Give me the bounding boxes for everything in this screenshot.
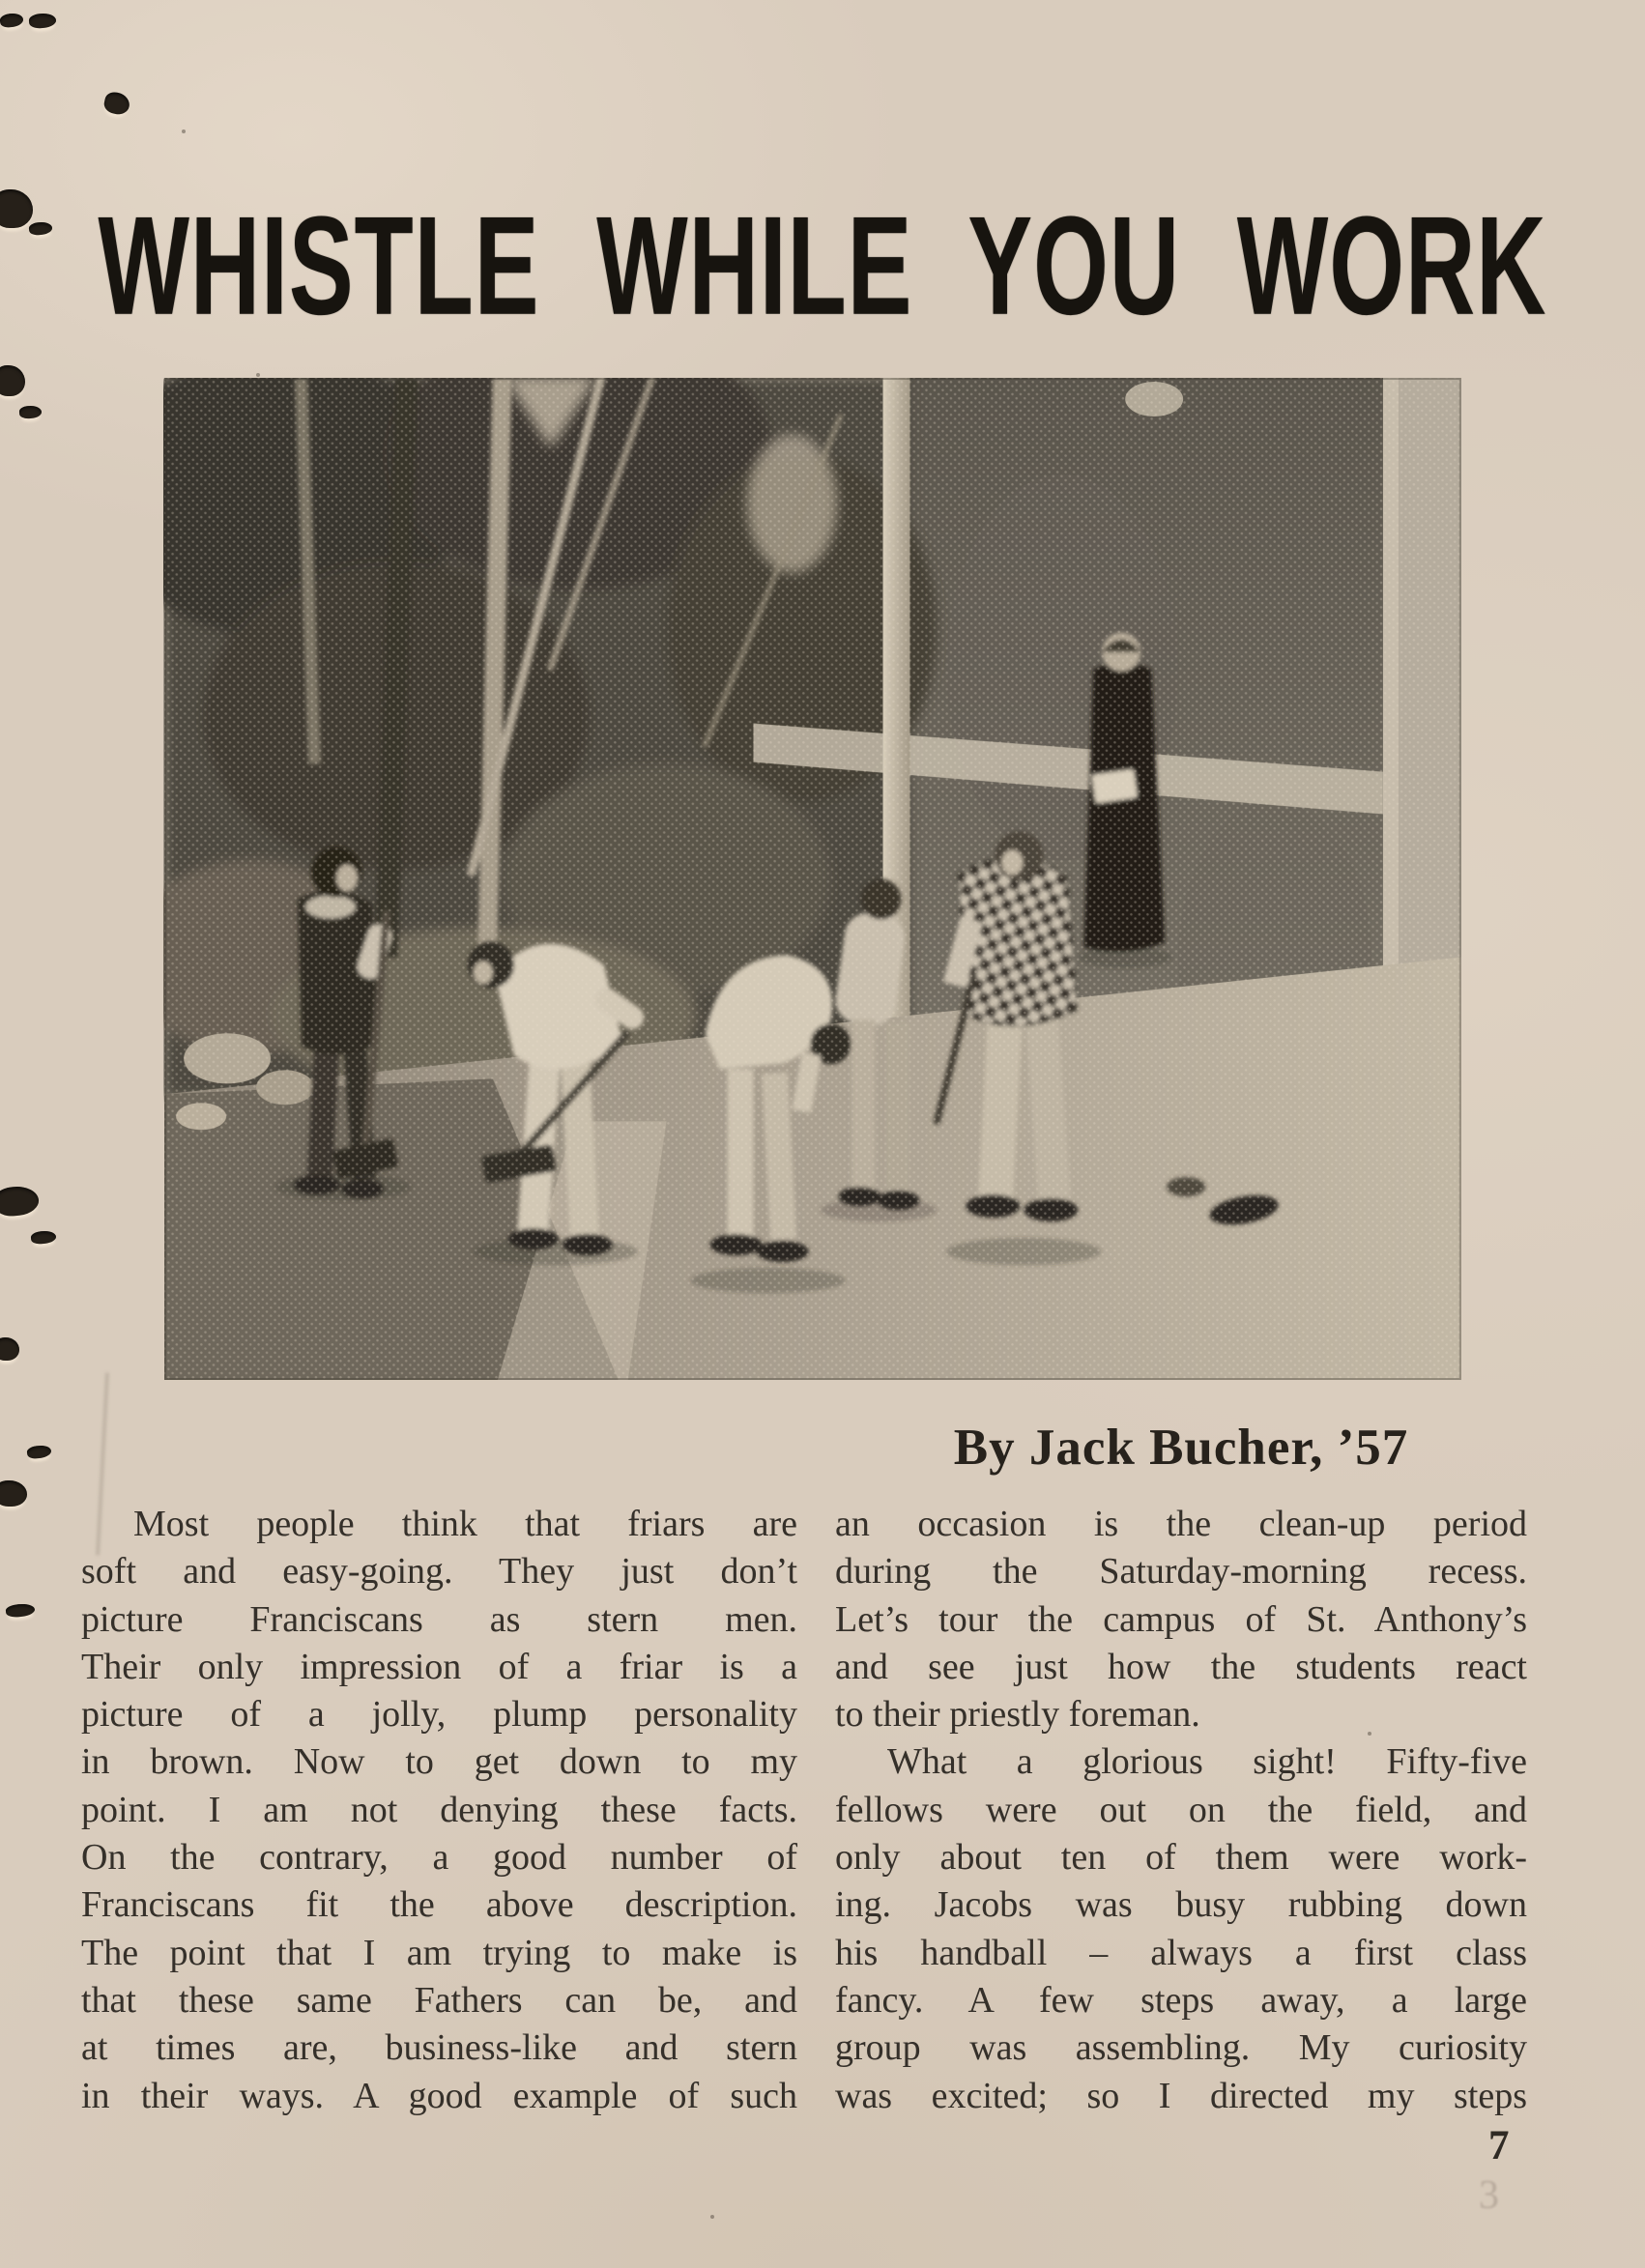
body-line: Their only impression of a friar is a — [81, 1646, 797, 1687]
paper-speck — [182, 129, 186, 133]
body-line: group was assembling. My curiosity — [835, 2027, 1527, 2069]
body-line: at times are, business-like and stern — [81, 2027, 797, 2069]
body-line: picture of a jolly, plump personality — [81, 1694, 797, 1736]
body-line: to their priestly foreman. — [835, 1694, 1200, 1736]
body-line: in their ways. A good example of such — [81, 2075, 797, 2116]
page-number: 7 — [1488, 2123, 1510, 2168]
body-line: Most people think that friars are — [133, 1504, 797, 1544]
paper-hole — [19, 405, 43, 419]
paper-hole — [30, 1230, 56, 1246]
body-line: an occasion is the clean-up period — [835, 1504, 1527, 1544]
body-line: during the Saturday-morning recess. — [835, 1551, 1527, 1593]
paper-speck — [710, 2215, 714, 2219]
column-right — [835, 1501, 1527, 2120]
paper-hole — [28, 13, 56, 29]
paper-speck — [256, 373, 260, 377]
halftone-photo-illustration — [163, 378, 1462, 1380]
body-line: Franciscans fit the above description. — [81, 1884, 797, 1926]
body-line: On the contrary, a good number of — [81, 1837, 797, 1879]
byline: By Jack Bucher, ’57 — [953, 1420, 1409, 1476]
column-left — [81, 1501, 797, 2120]
paper-hole — [5, 1602, 35, 1618]
article-photo — [163, 378, 1462, 1380]
body-line: only about ten of them were work- — [835, 1837, 1527, 1879]
paper-hole — [0, 1480, 27, 1507]
body-line: in brown. Now to get down to my — [81, 1741, 797, 1783]
body-line: The point that I am trying to make is — [81, 1932, 797, 1973]
body-line: and see just how the students react — [835, 1646, 1527, 1687]
paper-hole — [0, 1185, 40, 1219]
paper-hole — [0, 12, 24, 28]
body-line: was excited; so I directed my steps — [835, 2075, 1527, 2116]
paper-hole — [102, 91, 131, 117]
body-line: his handball – always a first class — [835, 1932, 1527, 1973]
body-line: Let’s tour the campus of St. Anthony’s — [835, 1598, 1527, 1640]
paper-hole — [0, 1337, 19, 1361]
body-line: soft and easy-going. They just don’t — [81, 1551, 797, 1593]
paper-hole — [0, 365, 25, 396]
body-line: ing. Jacobs was busy rubbing down — [835, 1884, 1527, 1926]
body-line: picture Franciscans as stern men. — [81, 1598, 797, 1640]
body-line: What a glorious sight! Fifty-five — [887, 1741, 1527, 1783]
body-line: point. I am not denying these facts. — [81, 1789, 797, 1830]
body-line: that these same Fathers can be, and — [81, 1979, 797, 2021]
body-line: fancy. A few steps away, a large — [835, 1979, 1527, 2021]
paper-hole — [26, 1444, 52, 1459]
ghost-digit: 3 — [1479, 2173, 1499, 2218]
body-line: fellows were out on the field, and — [835, 1789, 1527, 1830]
page-title: WHISTLE WHILE YOU WORK — [98, 187, 1547, 345]
